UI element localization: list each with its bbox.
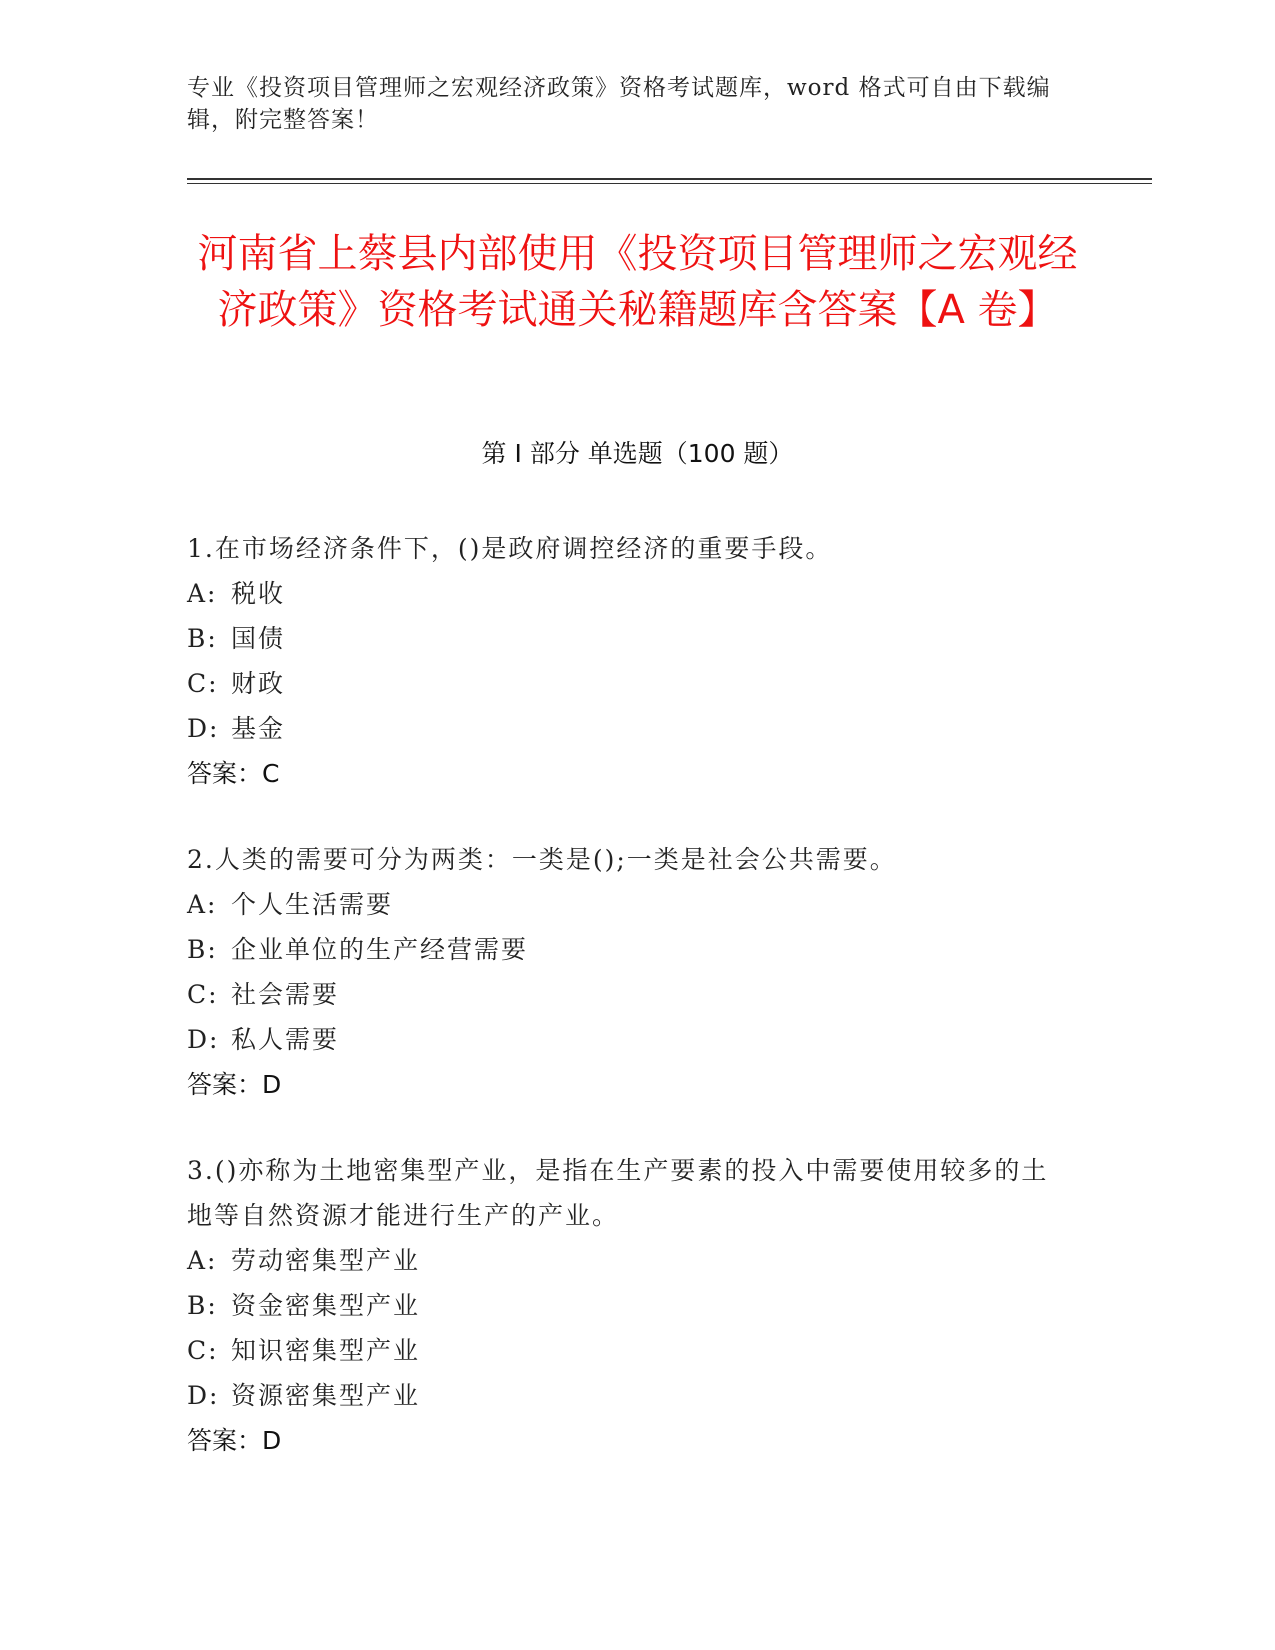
document-title: 河南省上蔡县内部使用《投资项目管理师之宏观经济政策》资格考试通关秘籍题库含答案【A 卷】 [197, 231, 1078, 333]
option-letter: D: [187, 714, 220, 743]
option-letter: B: [187, 935, 218, 964]
option-text: 税收 [231, 579, 286, 608]
option-a [187, 1238, 1067, 1283]
option-letter: A: [187, 1246, 218, 1275]
option-text: 社会需要 [231, 980, 340, 1009]
option-text: 私人需要 [231, 1025, 340, 1054]
option-letter: A: [187, 890, 218, 919]
answer-line: 答案：C [187, 759, 280, 788]
option-letter: C: [187, 669, 219, 698]
option-text: 企业单位的生产经营需要 [231, 935, 529, 964]
question-stem: 2.人类的需要可分为两类：一类是();一类是社会公共需要。 [187, 845, 897, 874]
header-divider-thick [187, 178, 1152, 180]
question-3 [187, 1148, 1067, 1463]
option-letter: C: [187, 1336, 219, 1365]
option-text: 知识密集型产业 [231, 1336, 421, 1365]
question-1 [187, 526, 1067, 796]
option-text: 财政 [231, 669, 286, 698]
section-title: 第 I 部分 单选题（100 题） [481, 439, 794, 468]
option-letter: D: [187, 1025, 220, 1054]
option-text: 资金密集型产业 [231, 1291, 421, 1320]
option-c [187, 661, 1067, 706]
option-a [187, 571, 1067, 616]
question-stem: 3.()亦称为土地密集型产业，是指在生产要素的投入中需要使用较多的土地等自然资源才能进行生产的产业。 [187, 1156, 1049, 1230]
question-2 [187, 837, 1067, 1107]
header-divider-thin [187, 183, 1152, 184]
option-text: 资源密集型产业 [231, 1381, 421, 1410]
option-b [187, 616, 1067, 661]
option-letter: D: [187, 1381, 220, 1410]
option-d [187, 1017, 1067, 1062]
option-letter: C: [187, 980, 219, 1009]
option-d [187, 706, 1067, 751]
question-list [187, 526, 1067, 1504]
option-letter: B: [187, 624, 218, 653]
answer-line: 答案：D [187, 1070, 282, 1099]
header-note: 专业《投资项目管理师之宏观经济政策》资格考试题库，word 格式可自由下载编辑，附完整答案！ [187, 75, 1051, 133]
option-text: 国债 [231, 624, 286, 653]
answer-line: 答案：D [187, 1426, 282, 1455]
option-b [187, 927, 1067, 972]
question-stem: 1.在市场经济条件下，()是政府调控经济的重要手段。 [187, 534, 833, 563]
option-text: 劳动密集型产业 [231, 1246, 421, 1275]
option-letter: A: [187, 579, 218, 608]
option-b [187, 1283, 1067, 1328]
option-a [187, 882, 1067, 927]
option-c [187, 972, 1067, 1017]
option-text: 个人生活需要 [231, 890, 394, 919]
option-d [187, 1373, 1067, 1418]
option-text: 基金 [231, 714, 286, 743]
option-letter: B: [187, 1291, 218, 1320]
option-c [187, 1328, 1067, 1373]
